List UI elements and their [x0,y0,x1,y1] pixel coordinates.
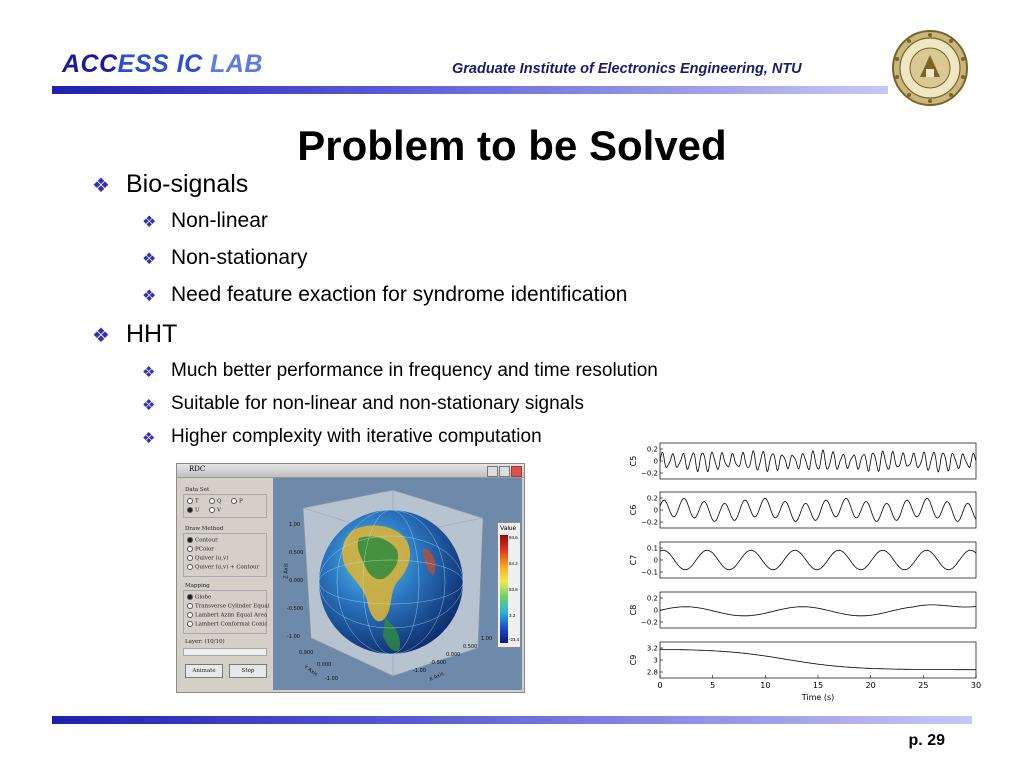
software-screenshot [176,463,525,693]
university-seal-icon [891,29,969,107]
signal-trace [660,605,976,616]
sub-bullet-text: Non-stationary [171,246,308,269]
radio-lambert-conic: Lambert Conformal Conic [187,621,267,628]
signal-x-tick: 15 [812,681,824,690]
draw-method-label: Draw Method [185,526,224,532]
radio-p: P [231,498,243,505]
signal-y-tick: −0.2 [641,518,658,527]
z-tick: 0.000 [289,578,304,584]
sub-bullet-text: Higher complexity with iterative computation [171,426,542,447]
radio-icon [187,555,193,561]
radio-u: U [187,507,200,514]
sub-bullet-feature-extraction [142,283,628,307]
signal-label: C8 [629,604,638,616]
signal-trace [660,498,976,521]
signal-y-tick: 0 [653,457,658,466]
radio-icon [187,537,193,543]
radio-lambert-azim: Lambert Azim Equal Area [187,612,267,619]
signal-panels [629,443,976,678]
imf-signals-plot [610,438,990,708]
signal-x-tick: 30 [970,681,982,690]
signal-label: C6 [629,504,638,516]
radio-icon [231,498,237,504]
data-set-label: Data Set [185,487,210,493]
signal-y-tick: 2.8 [646,668,658,677]
globe-plot [273,478,522,690]
radio-icon [209,507,215,513]
sub-bullet-text: Non-linear [171,209,268,232]
sub-bullet-suitable [142,393,584,415]
x-tick: -1.00 [413,668,426,674]
signal-x-label: Time (s) [801,693,835,702]
radio-icon [187,507,193,513]
radio-quiver: Quiver (u,v) [187,555,228,562]
radio-icon [187,612,193,618]
radio-icon [187,603,193,609]
z-axis-label: Z Axis [283,563,290,579]
signal-y-tick: 3.2 [646,644,658,653]
signal-label: C7 [629,554,638,566]
radio-icon [187,594,193,600]
diamond-bullet-icon: ❖ [142,288,157,305]
window-title-bar [177,464,524,478]
minimize-icon [487,466,498,477]
window-title: RDC [189,465,206,473]
bullet-bio-signals [92,170,249,199]
signal-panel-frame [660,443,976,479]
institute-name: Graduate Institute of Electronics Engineering, NTU [452,61,802,77]
diamond-bullet-icon: ❖ [142,364,156,381]
maximize-icon [499,466,510,477]
signal-panel-frame [660,492,976,528]
signal-trace [660,450,976,472]
signal-y-tick: −0.2 [641,618,658,627]
signal-label: C9 [629,654,638,666]
sub-bullet-non-linear [142,209,268,233]
signal-panel-frame [660,592,976,628]
signal-y-tick: 0.1 [646,544,658,553]
page-number: p. 29 [908,732,945,749]
y-tick: 0.900 [299,650,314,656]
signal-y-tick: 0 [653,606,658,615]
radio-t: T [187,498,199,505]
z-tick: -0.500 [287,606,304,612]
radio-q: Q [209,498,222,505]
colorbar-gradient [500,535,508,643]
header-divider [52,86,888,94]
sub-bullet-complexity [142,426,542,448]
signal-y-tick: −0.2 [641,469,658,478]
x-axis-label: X Axis [428,671,445,683]
radio-quiver-contour: Quiver (u,v) + Contour [187,564,259,571]
radio-icon [187,621,193,627]
colorbar-tick: 94.6 [509,535,518,540]
signal-x-tick: 20 [865,681,876,690]
control-panel [179,478,272,690]
signal-y-tick: 0 [653,506,658,515]
radio-contour: Contour [187,537,218,544]
lab-title-part2: ESS IC [117,50,203,78]
mapping-label: Mapping [185,583,210,589]
y-axis-label: Y Axis [302,664,319,678]
z-tick: 1.00 [289,522,301,528]
signal-y-tick: 0 [653,556,658,565]
radio-icon [187,546,193,552]
radio-icon [187,564,193,570]
footer-divider [52,716,972,724]
layer-slider [183,648,267,656]
signal-x-tick: 0 [657,681,663,690]
radio-v: V [209,507,221,514]
signal-x-axis [657,675,981,702]
x-tick: 0.000 [446,652,461,658]
sub-bullet-non-stationary [142,246,308,270]
diamond-bullet-icon: ❖ [142,430,156,447]
sub-bullet-text: Much better performance in frequency and time resolution [171,360,658,381]
signal-y-tick: −0.1 [641,568,658,577]
signal-panel-frame [660,542,976,578]
sub-bullet-text: Suitable for non-linear and non-stationary signals [171,393,584,414]
signal-y-tick: 3 [653,656,658,665]
signal-y-tick: 0.2 [646,594,658,603]
slide-title: Problem to be Solved [297,122,727,169]
sub-bullet-performance [142,360,658,382]
signal-panel-frame [660,642,976,678]
colorbar [497,522,521,648]
lab-title-part3: LAB [202,50,263,78]
colorbar-tick: 53.8 [509,587,518,592]
signal-y-tick: 0.2 [646,494,658,503]
colorbar-tick: -23.4 [509,637,520,642]
radio-globe: Globe [187,594,211,601]
z-tick: -1.00 [287,634,300,640]
radio-transverse: Transverse Cylinder Equal [187,603,269,610]
lab-title-part1: ACC [62,50,118,78]
colorbar-tick: 64.2 [509,561,518,566]
signal-label: C5 [629,455,638,467]
animate-button: Animate [185,664,223,678]
signal-trace [660,550,976,569]
bullet-text: Bio-signals [126,170,249,198]
close-icon [511,466,522,477]
x-tick: 0.500 [463,644,478,650]
x-tick: 1.00 [481,636,493,642]
x-tick: -0.500 [430,660,447,666]
diamond-bullet-icon: ❖ [92,175,110,197]
y-tick: 0.000 [317,662,332,668]
diamond-bullet-icon: ❖ [142,251,157,268]
diamond-bullet-icon: ❖ [142,214,157,231]
y-tick: -1.00 [325,676,338,682]
colorbar-label: Value [500,525,517,532]
radio-icon [187,498,193,504]
diamond-bullet-icon: ❖ [92,325,110,347]
colorbar-tick: 3.3 [509,613,516,618]
layer-label: Layer: (10/10) [185,639,225,645]
signal-x-tick: 5 [710,681,716,690]
sub-bullet-text: Need feature exaction for syndrome identification [171,283,628,306]
z-tick: 0.500 [289,550,304,556]
signal-trace [660,649,976,669]
radio-icon [209,498,215,504]
signal-y-tick: 0.2 [646,445,658,454]
signal-x-tick: 10 [760,681,771,690]
radio-pcolor: PColor [187,546,214,553]
diamond-bullet-icon: ❖ [142,397,156,414]
bullet-hht [92,320,178,349]
signal-x-tick: 25 [918,681,929,690]
lab-title [62,50,263,79]
stop-button: Stop [229,664,267,678]
bullet-text: HHT [126,320,178,348]
globe-view [273,478,522,690]
